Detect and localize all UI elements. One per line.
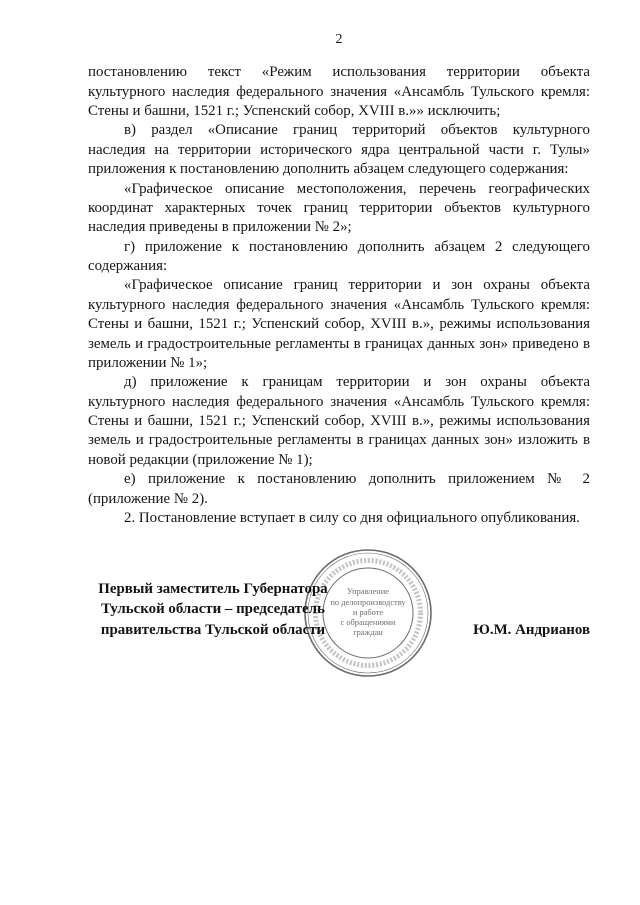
text-line: г) приложение к постановлению дополнить абзацем 2 следующего <box>124 238 590 255</box>
seal-inner-text: граждан <box>353 628 383 637</box>
text-line: «Графическое описание местоположения, перечень географических <box>124 180 590 197</box>
text-line: координат характерных точек границ территории объектов культурного <box>88 199 590 216</box>
text-line: «Графическое описание границ территории и зон охраны объекта <box>124 277 590 294</box>
signatory-position-line: Тульской области – председатель <box>101 601 325 618</box>
seal-inner-text: по делопроизводству <box>330 598 406 607</box>
text-line: культурного наследия федерального значения «Ансамбль Тульского кремля: <box>88 83 590 100</box>
paragraph-item-d <box>88 373 590 470</box>
text-line: приложения к постановлению дополнить абзацем следующего содержания: <box>88 161 569 178</box>
signatory-name: Ю.М. Андрианов <box>473 621 590 638</box>
text-line: Стены и башни, 1521 г.; Успенский собор, XVIII в.»» исключить; <box>88 103 501 120</box>
text-line: земель и градостроительные регламенты в границах данных зон» приведено в <box>88 335 590 352</box>
paragraph-quote-graphic-description <box>88 180 590 238</box>
text-line: д) приложение к границам территории и зон охраны объекта <box>124 374 590 391</box>
document-body <box>88 63 590 528</box>
paragraph-item-v <box>88 121 590 179</box>
signatory-position-line: Первый заместитель Губернатора <box>98 580 328 597</box>
seal-inner-text: с обращениями <box>340 618 396 627</box>
paragraph-quote-borders-description <box>88 276 590 373</box>
text-line: новой редакции (приложение № 1); <box>88 451 313 468</box>
text-line: культурного наследия федерального значения «Ансамбль Тульского кремля: <box>88 296 590 313</box>
text-line: 2. Постановление вступает в силу со дня официального опубликования. <box>124 509 580 526</box>
text-line: в) раздел «Описание границ территорий объектов культурного <box>124 122 590 139</box>
text-line: Стены и башни, 1521 г.; Успенский собор, XVIII в.», режимы использования <box>88 413 590 430</box>
seal-inner-text: и работе <box>352 608 384 617</box>
text-line: е) приложение к постановлению дополнить приложением № 2 <box>124 471 590 488</box>
text-line: приложении № 1»; <box>88 354 208 371</box>
text-line: наследия приведены в приложении № 2»; <box>88 219 352 236</box>
text-line: земель и градостроительные регламенты в границах данных зон» изложить в <box>88 432 590 449</box>
paragraph-item-e <box>88 470 590 509</box>
paragraph-clause-2 <box>88 509 590 528</box>
text-line: (приложение № 2). <box>88 490 208 507</box>
text-line: постановлению текст «Режим использования территории объекта <box>88 64 590 81</box>
text-line: наследия на территории исторического ядра центральной части г. Тулы» <box>88 141 590 158</box>
paragraph-continuation <box>88 63 590 121</box>
official-seal <box>300 545 436 681</box>
text-line: культурного наследия федерального значения «Ансамбль Тульского кремля: <box>88 393 590 410</box>
paragraph-item-g <box>88 238 590 277</box>
seal-inner-text: Управление <box>346 587 390 596</box>
page-number: 2 <box>335 32 343 47</box>
signatory-position-line: правительства Тульской области <box>100 621 326 638</box>
text-line: содержания: <box>88 258 168 275</box>
text-line: Стены и башни, 1521 г.; Успенский собор, XVIII в.», режимы использования <box>88 316 590 333</box>
